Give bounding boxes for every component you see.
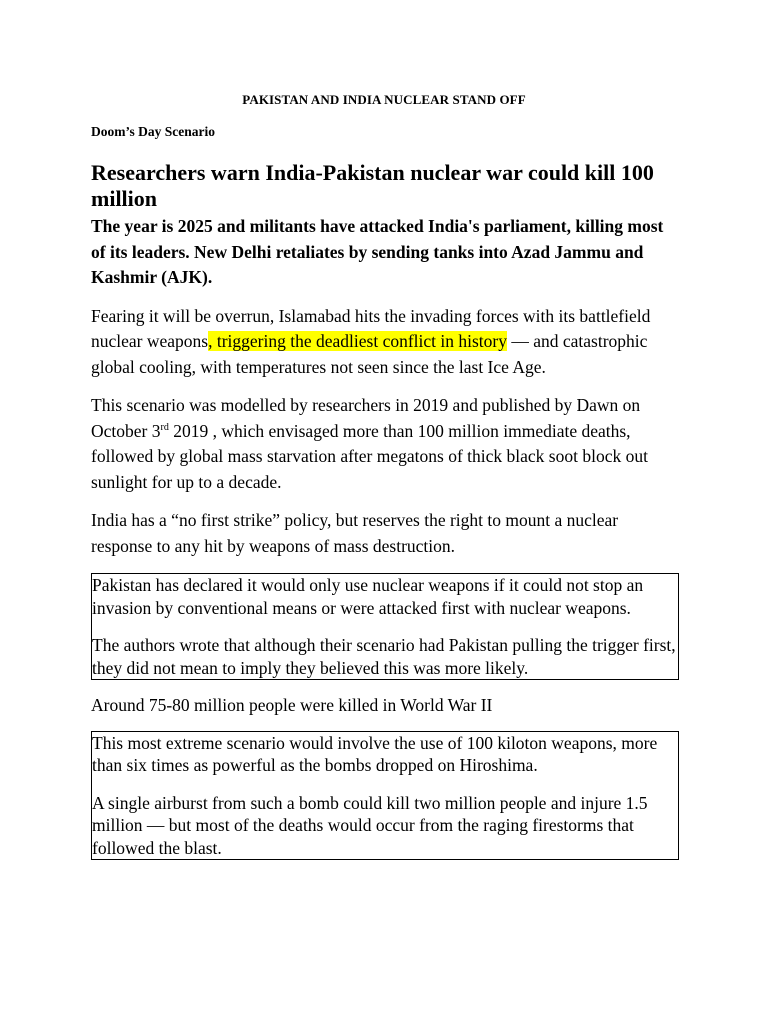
main-heading: PAKISTAN AND INDIA NUCLEAR STAND OFF xyxy=(242,92,526,107)
subheading: Doom’s Day Scenario xyxy=(91,124,215,139)
text-box-extreme-paragraph-1: This most extreme scenario would involve the use of 100 kiloton weapons, more than six times as powerful as the bombs dropped on Hiroshima. xyxy=(92,732,658,775)
highlighted-text: , triggering the deadliest conflict in history xyxy=(208,331,507,351)
article-body xyxy=(91,160,681,860)
paragraph-overrun xyxy=(91,304,681,381)
ordinal-superscript: rd xyxy=(160,421,169,433)
article-title: Researchers warn India-Pakistan nuclear war could kill 100 million xyxy=(91,160,654,211)
text-box-pakistan-paragraph-1: Pakistan has declared it would only use nuclear weapons if it could not stop an invasion by conventional means or were attacked first with nuclear weapons. xyxy=(92,575,644,618)
paragraph-policy: India has a “no first strike” policy, but reserves the right to mount a nuclear response to any hit by weapons of mass destruction. xyxy=(91,510,619,556)
paragraph-scenario xyxy=(91,393,681,495)
paragraph-scenario-text-2: 2019 , which envisaged more than 100 million immediate deaths, followed by global mass starvation after megatons of thick black soot block out sunlight for up to a decade. xyxy=(91,420,648,492)
text-box-pakistan xyxy=(91,573,679,680)
lead-paragraph: The year is 2025 and militants have attacked India's parliament, killing most of its leaders. New Delhi retaliates by sending tanks into Azad Jammu and Kashmir (AJK). xyxy=(91,216,664,287)
paragraph-overrun-text-1: Fearing it will be overrun, Islamabad hits the invading forces with its battlefield nuclear weapons xyxy=(91,305,651,351)
paragraph-ww2: Around 75-80 million people were killed in World War II xyxy=(91,695,493,715)
text-box-extreme-scenario xyxy=(91,731,679,861)
paragraph-overrun-text-2: — and catastrophic global cooling, with temperatures not seen since the last Ice Age. xyxy=(91,331,648,377)
text-box-extreme-paragraph-2: A single airburst from such a bomb could kill two million people and injure 1.5 million — but most of the deaths would occur from the raging firestorms that followed the blast. xyxy=(92,792,648,858)
paragraph-scenario-text-1: This scenario was modelled by researchers in 2019 and published by Dawn on October 3 xyxy=(91,395,641,441)
text-box-pakistan-paragraph-2: The authors wrote that although their scenario had Pakistan pulling the trigger first, they did not mean to imply they believed this was more likely. xyxy=(92,635,676,678)
